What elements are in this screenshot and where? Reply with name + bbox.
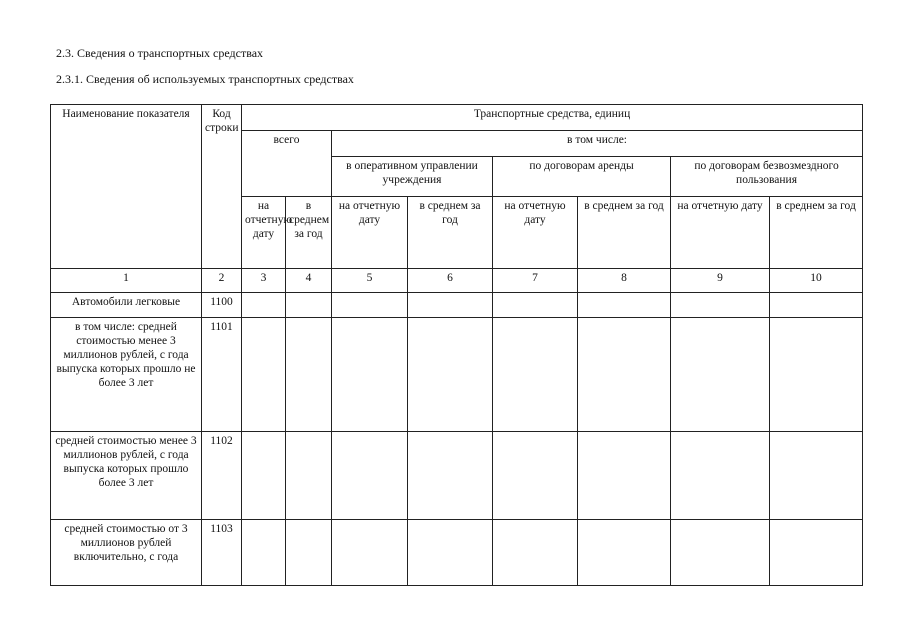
- column-number: 6: [408, 269, 493, 293]
- data-cell[interactable]: [408, 520, 493, 586]
- data-cell[interactable]: [332, 520, 408, 586]
- data-cell[interactable]: [493, 318, 578, 432]
- row-name: Автомобили легковые: [51, 293, 202, 318]
- column-number: 7: [493, 269, 578, 293]
- data-cell[interactable]: [286, 432, 332, 520]
- data-cell[interactable]: [770, 293, 863, 318]
- data-cell[interactable]: [770, 520, 863, 586]
- column-number: 9: [671, 269, 770, 293]
- data-cell[interactable]: [671, 432, 770, 520]
- row-code: 1100: [202, 293, 242, 318]
- data-cell[interactable]: [286, 520, 332, 586]
- row-name: в том числе: средней стоимостью менее 3 миллионов рублей, с года выпуска которых прошло не более 3 лет: [51, 318, 202, 432]
- data-cell[interactable]: [578, 520, 671, 586]
- data-cell[interactable]: [671, 293, 770, 318]
- header-lease: по договорам аренды: [493, 157, 671, 197]
- row-code: 1102: [202, 432, 242, 520]
- data-cell[interactable]: [578, 432, 671, 520]
- header-including: в том числе:: [332, 131, 863, 157]
- column-number: 2: [202, 269, 242, 293]
- data-cell[interactable]: [770, 318, 863, 432]
- data-cell[interactable]: [242, 520, 286, 586]
- column-number: 10: [770, 269, 863, 293]
- table-row: [51, 520, 863, 586]
- row-code: 1101: [202, 318, 242, 432]
- subsection-heading: 2.3.1. Сведения об используемых транспортных средствах: [56, 72, 354, 86]
- data-cell[interactable]: [286, 293, 332, 318]
- data-cell[interactable]: [671, 318, 770, 432]
- column-number: 4: [286, 269, 332, 293]
- data-cell[interactable]: [408, 432, 493, 520]
- data-cell[interactable]: [578, 293, 671, 318]
- data-cell[interactable]: [671, 520, 770, 586]
- header-op-reporting: на отчетную дату: [332, 197, 408, 269]
- section-heading: 2.3. Сведения о транспортных средствах: [56, 46, 264, 60]
- column-number: 1: [51, 269, 202, 293]
- data-cell[interactable]: [242, 318, 286, 432]
- header-lease-average: в среднем за год: [578, 197, 671, 269]
- data-cell[interactable]: [493, 293, 578, 318]
- column-number: 8: [578, 269, 671, 293]
- data-cell[interactable]: [493, 432, 578, 520]
- header-op-average: в среднем за год: [408, 197, 493, 269]
- header-total-reporting: на отчетную дату: [242, 197, 286, 269]
- data-cell[interactable]: [242, 293, 286, 318]
- transport-table: [50, 104, 863, 586]
- column-number: 5: [332, 269, 408, 293]
- header-total: всего: [242, 131, 332, 197]
- table-row: [51, 318, 863, 432]
- data-cell[interactable]: [408, 318, 493, 432]
- data-cell[interactable]: [332, 432, 408, 520]
- data-cell[interactable]: [493, 520, 578, 586]
- data-cell[interactable]: [242, 432, 286, 520]
- header-code: Код строки: [202, 105, 242, 269]
- data-cell[interactable]: [770, 432, 863, 520]
- data-cell[interactable]: [286, 318, 332, 432]
- row-code: 1103: [202, 520, 242, 586]
- header-total-average: в среднем за год: [286, 197, 332, 269]
- column-number-row: [51, 269, 863, 293]
- table-row: [51, 293, 863, 318]
- header-free-average: в среднем за год: [770, 197, 863, 269]
- header-free-reporting: на отчетную дату: [671, 197, 770, 269]
- data-cell[interactable]: [408, 293, 493, 318]
- header-name: Наименование показателя: [51, 105, 202, 269]
- data-cell[interactable]: [332, 293, 408, 318]
- header-free-use: по договорам безвозмездного пользования: [671, 157, 863, 197]
- data-cell[interactable]: [332, 318, 408, 432]
- row-name: средней стоимостью менее 3 миллионов рублей, с года выпуска которых прошло более 3 лет: [51, 432, 202, 520]
- header-transport-units: Транспортные средства, единиц: [242, 105, 863, 131]
- header-operational: в оперативном управлении учреждения: [332, 157, 493, 197]
- table-row: [51, 432, 863, 520]
- row-name: средней стоимостью от 3 миллионов рублей включительно, с года: [51, 520, 202, 586]
- data-cell[interactable]: [578, 318, 671, 432]
- column-number: 3: [242, 269, 286, 293]
- header-lease-reporting: на отчетную дату: [493, 197, 578, 269]
